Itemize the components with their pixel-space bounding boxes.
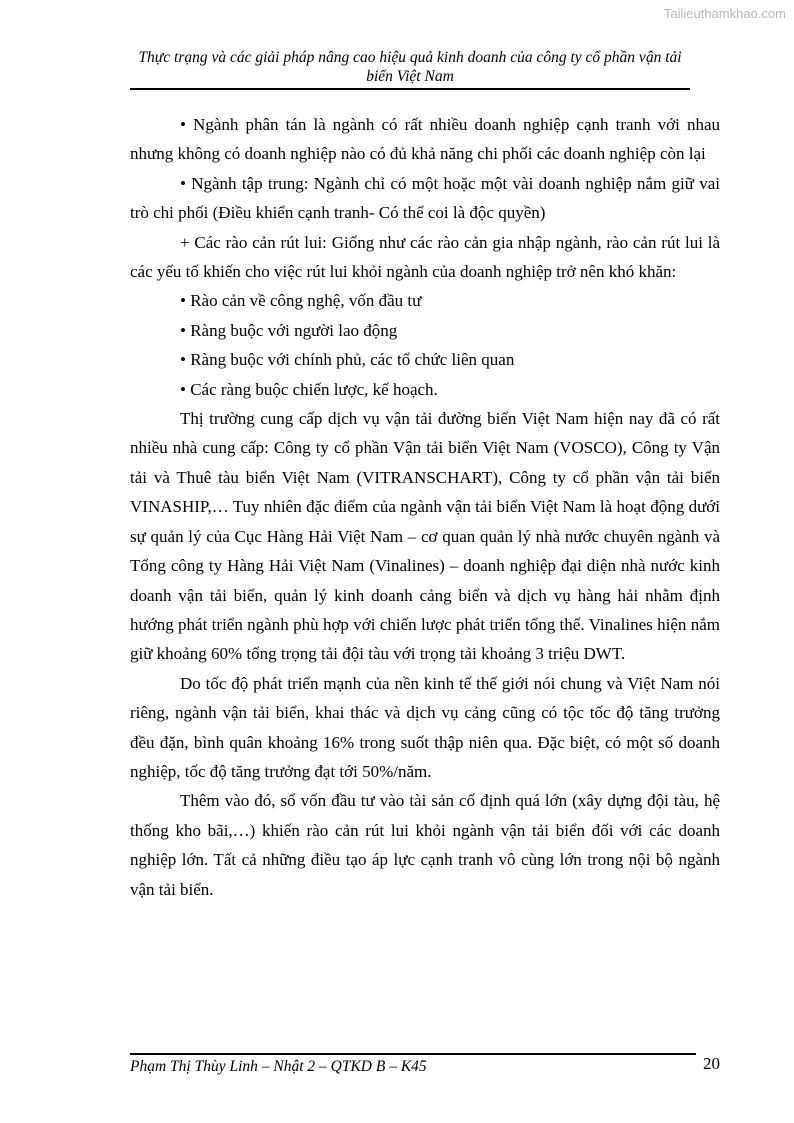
page-header-title: Thực trạng và các giải pháp nâng cao hiệu quả kinh doanh của công ty cổ phần vận tải biển Việt Nam	[138, 49, 682, 85]
document-body	[130, 110, 720, 904]
paragraph-concentrated-industry: • Ngành tập trung: Ngành chỉ có một hoặc một vài doanh nghiệp nắm giữ vai trò chi phối (Điều khiển cạnh tranh- Có thể coi là độc quyền)	[130, 173, 720, 223]
footer-author: Phạm Thị Thùy Linh – Nhật 2 – QTKD B – K45	[130, 1058, 427, 1075]
bullet-labor-constraints: • Ràng buộc với người lao động	[180, 320, 398, 340]
bullet-government-constraints: • Ràng buộc với chính phủ, các tổ chức liên quan	[180, 350, 515, 370]
paragraph-fixed-assets: Thêm vào đó, số vốn đầu tư vào tài sản cố định quá lớn (xây dựng đội tàu, hệ thống kho bãi,…) khiến rào cản rút lui khỏi ngành vận tải biển đối với các doanh nghiệp lớn. Tất cả những điều tạo áp lực cạnh tranh vô cùng lớn trong nội bộ ngành vận tải biển.	[130, 791, 720, 899]
bullet-technology-capital: • Rào cản về công nghệ, vốn đầu tư	[180, 291, 422, 311]
watermark: Tailieuthamkhao.com	[663, 6, 786, 21]
paragraph-shipping-market: Thị trường cung cấp dịch vụ vận tải đường biển Việt Nam hiện nay đã có rất nhiều nhà cung cấp: Công ty cổ phần Vận tải biển Việt Nam (VOSCO), Công ty Vận tải và Thuê tàu biển Việt Nam (VITRANSCHART), Công ty cổ phần vận tải biển VINASHIP,… Tuy nhiên đặc điểm của ngành vận tải biển Việt Nam là hoạt động dưới sự quản lý của Cục Hàng Hải Việt Nam – cơ quan quản lý nhà nước chuyên ngành và Tổng công ty Hàng Hải Việt Nam (Vinalines) – doanh nghiệp đại diện nhà nước kinh doanh vận tải biển, quản lý kinh doanh cảng biển và dịch vụ hàng hải nhằm định hướng phát triển ngành phù hợp với chiến lược phát triển tổng thể. Vinalines hiện nắm giữ khoảng 60% tổng trọng tải đội tàu với trọng tải khoảng 3 triệu DWT.	[130, 409, 720, 664]
paragraph-growth-rate: Do tốc độ phát triển mạnh của nền kinh tế thế giới nói chung và Việt Nam nói riêng, ngành vận tải biển, khai thác và dịch vụ cảng cũng có tộc tốc độ tăng trưởng đều đặn, bình quân khoảng 16% trong suốt thập niên qua. Đặc biệt, có một số doanh nghiệp, tốc độ tăng trưởng đạt tới 50%/năm.	[130, 673, 720, 781]
header-divider	[130, 88, 690, 90]
paragraph-fragmented-industry: • Ngành phân tán là ngành có rất nhiều doanh nghiệp cạnh tranh với nhau nhưng không có doanh nghiệp nào có đủ khả năng chi phối các doanh nghiệp còn lại	[130, 115, 720, 164]
bullet-strategic-constraints: • Các ràng buộc chiến lược, kế hoạch.	[180, 379, 438, 399]
page-number: 20	[703, 1054, 720, 1073]
footer-divider	[130, 1053, 696, 1055]
paragraph-exit-barriers: + Các rào cản rút lui: Giống như các rào cản gia nhập ngành, rào cản rút lui là các yếu tố khiến cho việc rút lui khỏi ngành của doanh nghiệp trở nên khó khăn:	[130, 232, 720, 282]
